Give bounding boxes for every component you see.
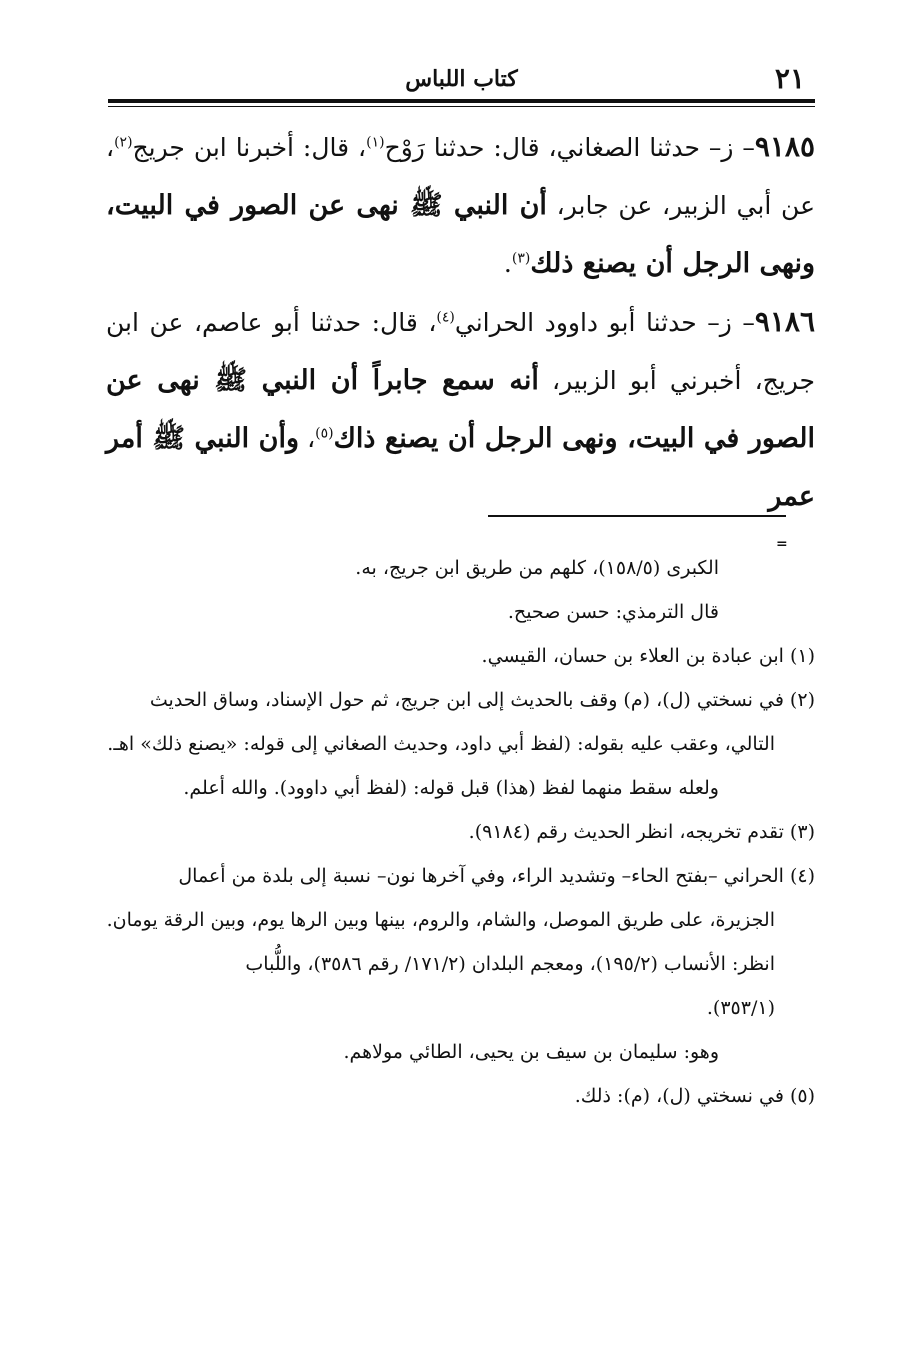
footnote-line: ولعله سقط منهما لفظ (هذا) قبل قوله: (لفظ أبي داوود). والله أعلم. (183, 777, 719, 799)
footnote-3: (٣) تقدم تخريجه، انظر الحديث رقم (٩١٨٤). (468, 821, 815, 843)
footnote-ref: (٥) (315, 425, 334, 442)
footnote-line: انظر: الأنساب (١٩٥/٢)، ومعجم البلدان (١٧١/٢/ رقم ٣٥٨٦)، واللُّباب (245, 953, 775, 975)
footnote-line: (٣٥٣/١). (706, 997, 775, 1019)
footnote-line: الكبرى (١٥٨/٥)، كلهم من طريق ابن جريج، به. (355, 557, 719, 579)
footnote-5: (٥) في نسختي (ل)، (م): ذلك. (574, 1085, 815, 1107)
hadith-9185 (106, 118, 815, 293)
hadith-text: ، (299, 424, 316, 453)
footnote-ref: (١) (366, 134, 385, 151)
hadith-text: ، عن أبي الزبير، عن جابر، (106, 133, 815, 220)
footnote-1: (١) ابن عبادة بن العلاء بن حسان، القيسي. (481, 645, 815, 667)
footnote-separator (488, 515, 786, 517)
footnote-2: (٢) في نسختي (ل)، (م) وقف بالحديث إلى ابن جريج، ثم حول الإسناد، وساق الحديث (149, 689, 815, 711)
hadith-text: ، قال: أخبرنا ابن جريج (132, 133, 367, 162)
footnote-ref: (٤) (436, 309, 455, 326)
footnote-line: التالي، وعقب عليه بقوله: (لفظ أبي داود، وحديث الصغاني إلى قوله: «يصنع ذلك» اهـ. (107, 733, 775, 755)
hadith-9186 (106, 293, 815, 526)
hadith-text: – ز– حدثنا أبو داوود الحراني (454, 308, 755, 337)
footnote-line: الجزيرة، على طريق الموصل، والشام، والروم، بينها وبين الرها يوم، وبين الرقة يومان. (106, 909, 775, 931)
continuation-mark: = (776, 536, 788, 552)
footnote-ref: (٣) (511, 250, 531, 267)
footnotes (106, 546, 815, 1118)
hadith-matn: أنه سمع جابراً أن النبي ﷺ نهى عن الصور في البيت، ونهى الرجل أن يصنع ذاك (106, 365, 815, 454)
header-rule-thick (108, 99, 815, 103)
header-rule-thin (108, 106, 815, 107)
hadith-text: – ز– حدثنا الصغاني، قال: حدثنا رَوْح (384, 133, 755, 162)
hadith-number: ٩١٨٦ (754, 305, 815, 338)
book-title: كتاب اللباس (405, 66, 518, 92)
hadith-text: . (503, 249, 512, 278)
hadith-matn: أن النبي ﷺ نهى عن الصور في البيت، ونهى الرجل أن يصنع ذلك (106, 190, 815, 279)
page-number: ٢١ (774, 62, 805, 95)
hadith-text: ، قال: حدثنا أبو عاصم، عن ابن جريج، أخبرني أبو الزبير، (106, 308, 816, 395)
footnote-line: وهو: سليمان بن سيف بن يحيى، الطائي مولاهم. (343, 1041, 719, 1063)
footnote-ref: (٢) (114, 134, 133, 151)
footnote-line: قال الترمذي: حسن صحيح. (507, 601, 719, 623)
hadith-matn: وأن النبي ﷺ أمر عمر (106, 423, 815, 512)
page-header (108, 62, 815, 100)
main-text (106, 118, 815, 526)
footnote-4: (٤) الحراني –بفتح الحاء– وتشديد الراء، وفي آخرها نون– نسبة إلى بلدة من أعمال (178, 865, 815, 887)
hadith-number: ٩١٨٥ (754, 130, 815, 163)
